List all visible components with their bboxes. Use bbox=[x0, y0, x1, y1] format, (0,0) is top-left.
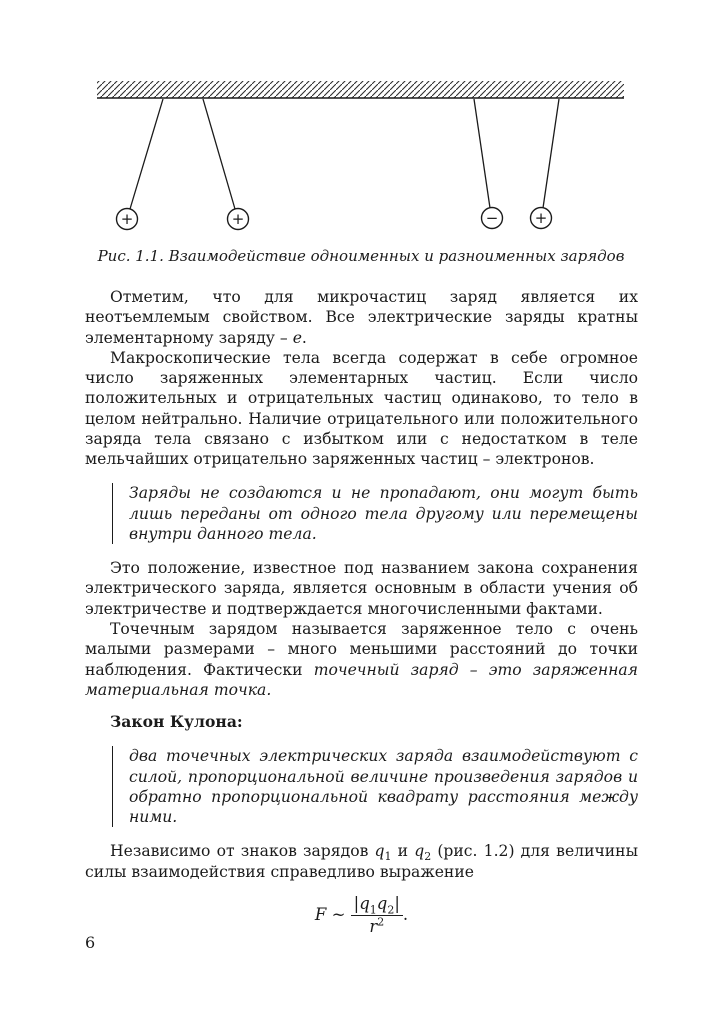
ceiling-hatch bbox=[97, 81, 624, 98]
paragraph-4 bbox=[85, 619, 638, 700]
proportional-sign: ~ bbox=[331, 904, 346, 924]
paragraph-5-text: Независимо от знаков зарядов bbox=[110, 842, 375, 861]
abs-bar-left: | bbox=[353, 893, 360, 913]
fraction bbox=[351, 894, 403, 937]
plus-charge-icon: + bbox=[231, 210, 245, 228]
q1-symbol: q bbox=[374, 842, 385, 861]
figure-caption: Рис. 1.1. Взаимодействие одноименных и разноименных зарядов bbox=[97, 247, 625, 265]
q1-subscript: 1 bbox=[369, 903, 377, 917]
string-2 bbox=[203, 99, 235, 209]
q2-subscript: 2 bbox=[424, 850, 432, 864]
abs-bar-right: | bbox=[394, 893, 400, 913]
quote-2-text: два точечных электрических заряда взаимодействуют с силой, пропорциональной величине произведения зарядов и обратно пропорциональной квадрату расстояния между ними. bbox=[129, 747, 638, 827]
string-4 bbox=[543, 99, 559, 208]
coulomb-law-heading: Закон Кулона: bbox=[110, 712, 243, 732]
coulomb-law-quote bbox=[112, 746, 638, 827]
coulomb-force-formula bbox=[85, 894, 638, 937]
elementary-charge-symbol: e bbox=[292, 328, 302, 347]
paragraph-5 bbox=[85, 841, 638, 882]
pendulum-strings bbox=[130, 99, 559, 209]
paragraph-5-conjunction: и bbox=[391, 842, 415, 861]
charge-conservation-quote bbox=[112, 483, 638, 544]
paragraph-1 bbox=[85, 287, 638, 348]
figure-1-1 bbox=[0, 0, 722, 265]
minus-charge-icon: − bbox=[485, 209, 499, 227]
q2-subscript: 2 bbox=[387, 903, 395, 917]
paragraph-1-text: Отметим, что для микрочастиц заряд является их неотъемлемым свойством. Все электрические заряды кратны элементарному заряду – bbox=[85, 288, 638, 347]
string-1 bbox=[130, 99, 163, 209]
quote-1-text: Заряды не создаются и не пропадают, они могут быть лишь переданы от одного тела другому или перемещены внутри данного тела. bbox=[129, 484, 638, 543]
fraction-numerator bbox=[351, 894, 403, 916]
paragraph-3: Это положение, известное под названием закона сохранения электрического заряда, является основным в области учения об электричестве и подтверждается многочисленными фактами. bbox=[85, 559, 638, 618]
body-text bbox=[85, 287, 638, 937]
paragraph-2: Макроскопические тела всегда содержат в себе огромное число заряженных элементарных частиц. Если число положительных и отрицательных частиц одинаково, то тело в целом нейтрально. Наличие отрицательного или положительного заряда тела связано с избытком или с недостатком в теле мельчайших отрицательно заряженных частиц – электронов. bbox=[85, 348, 638, 469]
q1-symbol: q bbox=[359, 893, 370, 913]
paragraph-1-period: . bbox=[301, 328, 307, 347]
page-number: 6 bbox=[85, 933, 96, 952]
r-symbol: r bbox=[369, 916, 378, 936]
plus-charge-icon: + bbox=[120, 210, 134, 228]
q1-subscript: 1 bbox=[384, 850, 392, 864]
q2-symbol: q bbox=[414, 842, 425, 861]
ceiling bbox=[97, 81, 624, 98]
formula-period: . bbox=[402, 904, 409, 924]
force-symbol: F bbox=[314, 904, 327, 924]
plus-charge-icon: + bbox=[534, 209, 548, 227]
charges-diagram bbox=[0, 0, 722, 236]
string-3 bbox=[474, 99, 490, 208]
charge-balls bbox=[117, 208, 552, 230]
paragraph-4-text: Точечным зарядом называется заряженное тело с очень малыми размерами – много меньшими расстояний до точки наблюдения. Фактически bbox=[85, 619, 638, 679]
formula-lhs bbox=[315, 905, 351, 924]
point-charge-definition: точечный заряд – это заряженная материальная точка. bbox=[85, 660, 638, 699]
paragraph-5-text-end: (рис. 1.2) для величины силы взаимодействия справедливо выражение bbox=[85, 842, 638, 881]
fraction-denominator bbox=[351, 916, 403, 937]
q2-symbol: q bbox=[376, 893, 388, 913]
r-exponent: 2 bbox=[377, 915, 385, 929]
